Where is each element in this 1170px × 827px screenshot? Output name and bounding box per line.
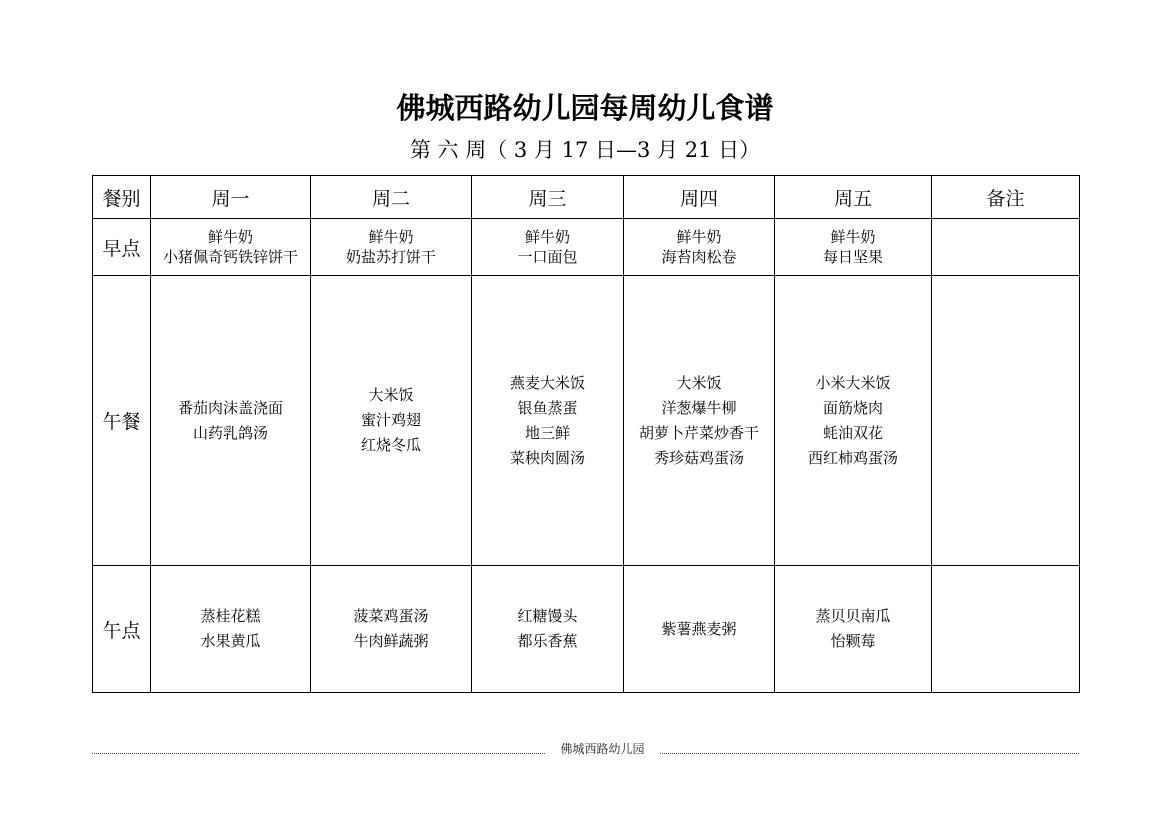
table-row-lunch: [93, 276, 1080, 566]
table-row-snack: [93, 566, 1080, 693]
menu-item: 面筋烧肉: [822, 398, 883, 417]
header-wednesday: 周三: [472, 176, 624, 219]
menu-item: 菜秧肉圆汤: [509, 448, 585, 467]
meal-label: 午餐: [93, 276, 151, 566]
header-monday: 周一: [151, 176, 311, 219]
footer-text: 佛城西路幼儿园: [560, 742, 645, 756]
week-subtitle: 第 六 周（ 3 月 17 日—3 月 21 日）: [409, 138, 761, 162]
menu-item: 番茄肉沫盖浇面: [177, 398, 283, 417]
menu-item: 鲜牛奶: [676, 228, 722, 246]
menu-item: 蒸贝贝南瓜: [815, 607, 891, 625]
menu-item: 胡萝卜芹菜炒香干: [638, 423, 759, 442]
notes-cell: [932, 219, 1080, 276]
menu-cell-friday: [775, 219, 932, 276]
meal-label: 午点: [93, 566, 151, 693]
menu-item: 小米大米饭: [815, 373, 891, 392]
menu-item: 水果黄瓜: [200, 632, 261, 650]
menu-table: [92, 175, 1080, 693]
menu-item: 红糖馒头: [517, 607, 578, 625]
menu-item: 紫薯燕麦粥: [661, 619, 737, 638]
menu-item: 红烧冬瓜: [360, 436, 421, 454]
menu-cell-thursday: [624, 219, 775, 276]
menu-item: 牛肉鲜蔬粥: [353, 632, 429, 650]
menu-item: 海苔肉松卷: [661, 248, 737, 266]
header-meal: 餐别: [93, 176, 151, 219]
menu-item: 鲜牛奶: [207, 228, 253, 246]
menu-item: 鲜牛奶: [830, 228, 876, 246]
menu-item: 奶盐苏打饼干: [345, 248, 436, 266]
header-tuesday: 周二: [311, 176, 472, 219]
menu-item: 山药乳鸽汤: [192, 423, 268, 442]
menu-item: 每日坚果: [822, 248, 883, 266]
page-title: 佛城西路幼儿园每周幼儿食谱: [396, 91, 774, 125]
menu-item: 地三鲜: [524, 423, 570, 442]
menu-cell-monday: [151, 219, 311, 276]
meal-label: 早点: [93, 219, 151, 276]
menu-item: 大米饭: [368, 386, 414, 404]
notes-cell: [932, 276, 1080, 566]
menu-cell-monday: [151, 276, 311, 566]
menu-item: 怡颗莓: [830, 632, 876, 650]
menu-item: 鲜牛奶: [524, 228, 570, 246]
footer-divider-left: [92, 753, 545, 754]
menu-item: 燕麦大米饭: [509, 373, 585, 392]
menu-item: 大米饭: [676, 373, 722, 392]
table-row-breakfast: [93, 219, 1080, 276]
header-row: [93, 176, 1080, 219]
menu-cell-wednesday: [472, 219, 624, 276]
menu-item: 菠菜鸡蛋汤: [353, 607, 429, 625]
menu-item: 西红柿鸡蛋汤: [807, 448, 898, 467]
header-thursday: 周四: [624, 176, 775, 219]
menu-cell-tuesday: [311, 276, 472, 566]
menu-item: 洋葱爆牛柳: [661, 398, 737, 417]
menu-item: 银鱼蒸蛋: [517, 398, 578, 417]
menu-item: 小猪佩奇钙铁锌饼干: [162, 248, 298, 266]
menu-item: 秀珍菇鸡蛋汤: [653, 448, 744, 467]
menu-cell-monday: [151, 566, 311, 693]
menu-item: 蜜汁鸡翅: [360, 411, 421, 429]
menu-item: 都乐香蕉: [517, 632, 578, 650]
footer-divider-right: [660, 753, 1079, 754]
header-friday: 周五: [775, 176, 932, 219]
menu-item: 一口面包: [517, 248, 578, 266]
menu-item: 蚝油双花: [822, 423, 883, 442]
footer: [92, 740, 1079, 760]
header-notes: 备注: [932, 176, 1080, 219]
menu-cell-thursday: [624, 566, 775, 693]
menu-item: 蒸桂花糕: [200, 607, 261, 625]
menu-cell-friday: [775, 566, 932, 693]
notes-cell: [932, 566, 1080, 693]
menu-cell-wednesday: [472, 276, 624, 566]
menu-item: 鲜牛奶: [368, 228, 414, 246]
menu-cell-tuesday: [311, 566, 472, 693]
menu-cell-tuesday: [311, 219, 472, 276]
menu-cell-wednesday: [472, 566, 624, 693]
menu-cell-friday: [775, 276, 932, 566]
menu-cell-thursday: [624, 276, 775, 566]
